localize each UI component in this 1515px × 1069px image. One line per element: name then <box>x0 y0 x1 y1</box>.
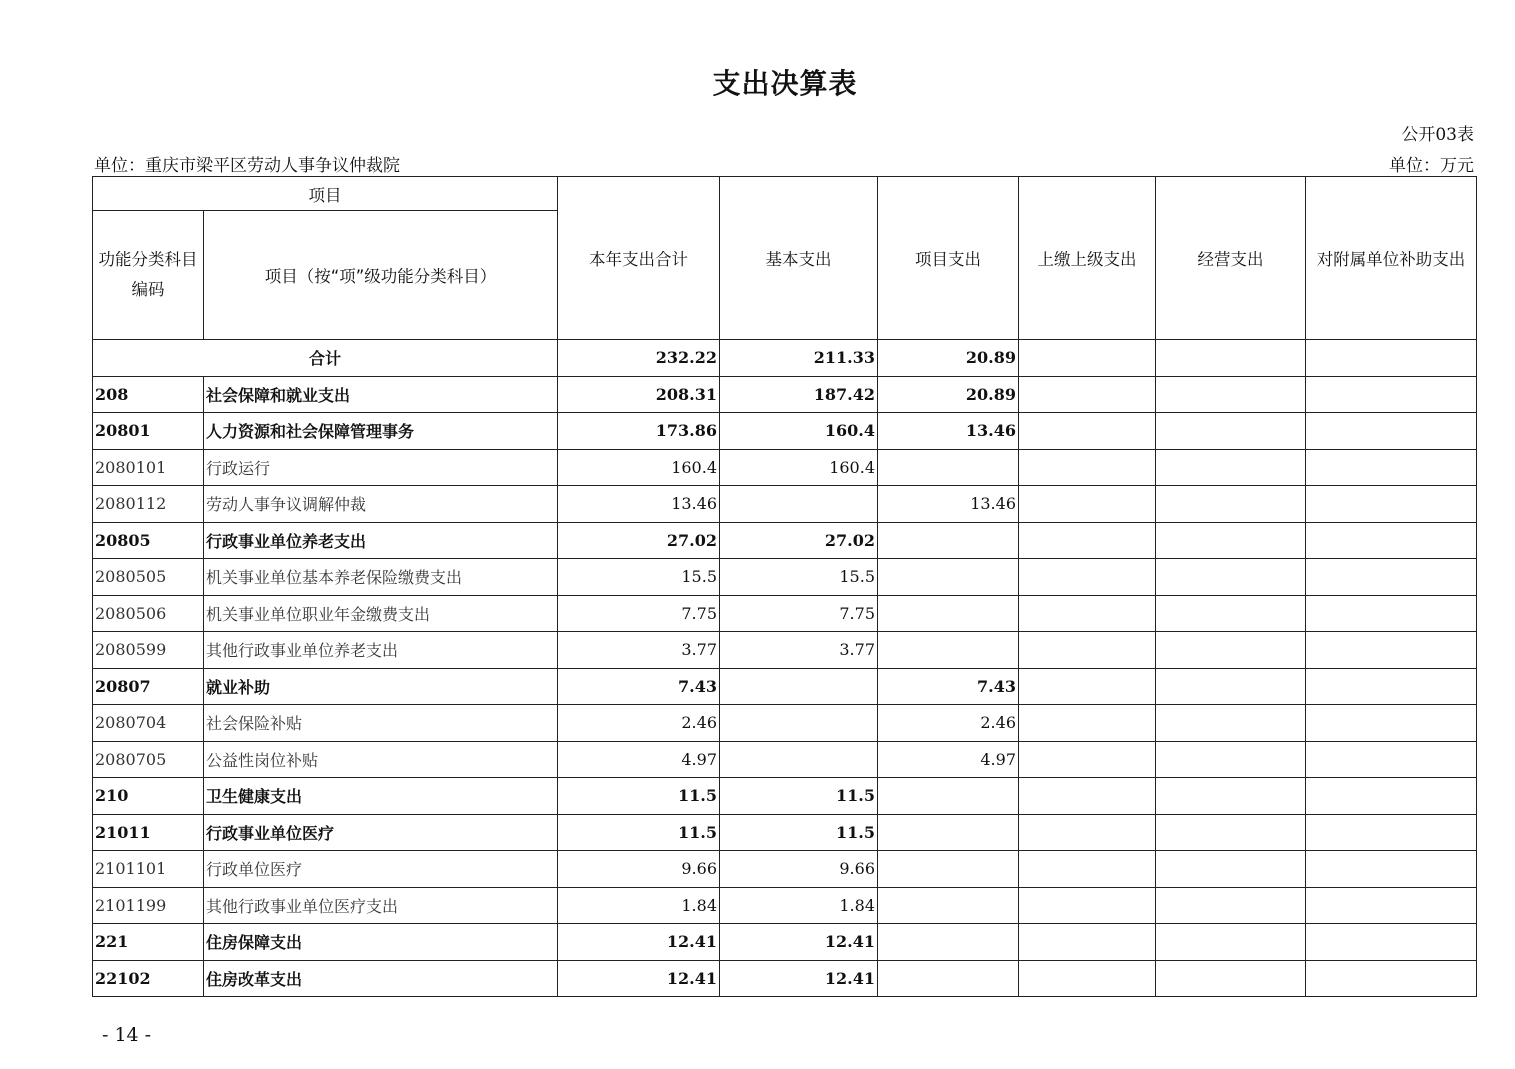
row-name: 就业补助 <box>204 668 558 705</box>
row-name: 社会保障和就业支出 <box>204 376 558 413</box>
row-project: 2.46 <box>878 705 1019 742</box>
currency-unit: 单位：万元 <box>1389 156 1474 176</box>
table-row <box>93 413 1477 450</box>
row-name: 行政事业单位医疗 <box>204 814 558 851</box>
table-row <box>93 741 1477 778</box>
row-upper <box>1019 376 1156 413</box>
row-basic: 160.4 <box>720 449 878 486</box>
row-project <box>878 814 1019 851</box>
row-total: 173.86 <box>558 413 720 450</box>
row-business <box>1156 741 1306 778</box>
row-code: 20807 <box>93 668 204 705</box>
row-business <box>1156 559 1306 596</box>
row-project <box>878 960 1019 997</box>
row-basic: 160.4 <box>720 413 878 450</box>
row-upper <box>1019 486 1156 523</box>
row-project: 7.43 <box>878 668 1019 705</box>
row-total: 11.5 <box>558 814 720 851</box>
row-code: 2080599 <box>93 632 204 669</box>
row-basic: 7.75 <box>720 595 878 632</box>
row-total: 4.97 <box>558 741 720 778</box>
table-row <box>93 887 1477 924</box>
row-basic: 3.77 <box>720 632 878 669</box>
header-total: 本年支出合计 <box>558 177 720 340</box>
row-code: 2080506 <box>93 595 204 632</box>
row-name: 行政事业单位养老支出 <box>204 522 558 559</box>
table-row <box>93 705 1477 742</box>
row-code: 20805 <box>93 522 204 559</box>
row-total: 1.84 <box>558 887 720 924</box>
row-total: 160.4 <box>558 449 720 486</box>
row-code: 210 <box>93 778 204 815</box>
row-code: 2080505 <box>93 559 204 596</box>
row-name: 劳动人事争议调解仲裁 <box>204 486 558 523</box>
table-row <box>93 376 1477 413</box>
row-upper <box>1019 887 1156 924</box>
row-total: 27.02 <box>558 522 720 559</box>
row-name: 公益性岗位补贴 <box>204 741 558 778</box>
row-subsidy <box>1306 413 1477 450</box>
row-upper <box>1019 413 1156 450</box>
row-upper <box>1019 668 1156 705</box>
row-project <box>878 924 1019 961</box>
row-subsidy <box>1306 924 1477 961</box>
row-project <box>878 449 1019 486</box>
row-project <box>878 632 1019 669</box>
table-row <box>93 522 1477 559</box>
row-total: 13.46 <box>558 486 720 523</box>
row-total: 7.43 <box>558 668 720 705</box>
row-subsidy <box>1306 449 1477 486</box>
header-project-expense: 项目支出 <box>878 177 1019 340</box>
row-subsidy <box>1306 851 1477 888</box>
row-business <box>1156 376 1306 413</box>
header-name: 项目（按“项”级功能分类科目） <box>204 211 558 340</box>
organization-unit: 单位：重庆市梁平区劳动人事争议仲裁院 <box>94 156 400 176</box>
row-basic: 187.42 <box>720 376 878 413</box>
header-project: 项目 <box>93 177 558 211</box>
row-basic: 11.5 <box>720 814 878 851</box>
row-code: 2080112 <box>93 486 204 523</box>
row-code: 2080101 <box>93 449 204 486</box>
row-upper <box>1019 632 1156 669</box>
row-upper <box>1019 778 1156 815</box>
row-project: 13.46 <box>878 413 1019 450</box>
row-name: 住房改革支出 <box>204 960 558 997</box>
row-total: 2.46 <box>558 705 720 742</box>
row-project <box>878 595 1019 632</box>
row-subsidy <box>1306 705 1477 742</box>
page-title: 支出决算表 <box>712 67 858 100</box>
row-upper <box>1019 595 1156 632</box>
row-subsidy <box>1306 668 1477 705</box>
total-project: 20.89 <box>878 340 1019 377</box>
row-upper <box>1019 522 1156 559</box>
row-total: 7.75 <box>558 595 720 632</box>
row-subsidy <box>1306 559 1477 596</box>
row-code: 2101101 <box>93 851 204 888</box>
row-upper <box>1019 851 1156 888</box>
row-basic: 15.5 <box>720 559 878 596</box>
table-row <box>93 960 1477 997</box>
row-business <box>1156 595 1306 632</box>
row-name: 行政单位医疗 <box>204 851 558 888</box>
row-code: 221 <box>93 924 204 961</box>
row-upper <box>1019 741 1156 778</box>
row-upper <box>1019 705 1156 742</box>
row-code: 21011 <box>93 814 204 851</box>
row-business <box>1156 851 1306 888</box>
row-total: 15.5 <box>558 559 720 596</box>
row-code: 22102 <box>93 960 204 997</box>
table-row <box>93 449 1477 486</box>
row-code: 2101199 <box>93 887 204 924</box>
row-name: 卫生健康支出 <box>204 778 558 815</box>
row-project <box>878 778 1019 815</box>
row-subsidy <box>1306 632 1477 669</box>
row-subsidy <box>1306 486 1477 523</box>
row-subsidy <box>1306 741 1477 778</box>
row-subsidy <box>1306 595 1477 632</box>
row-total: 9.66 <box>558 851 720 888</box>
row-business <box>1156 778 1306 815</box>
row-total: 12.41 <box>558 924 720 961</box>
row-code: 20801 <box>93 413 204 450</box>
table-row <box>93 632 1477 669</box>
row-subsidy <box>1306 960 1477 997</box>
row-basic: 1.84 <box>720 887 878 924</box>
row-total: 12.41 <box>558 960 720 997</box>
row-total: 11.5 <box>558 778 720 815</box>
row-project: 20.89 <box>878 376 1019 413</box>
row-name: 其他行政事业单位医疗支出 <box>204 887 558 924</box>
row-subsidy <box>1306 814 1477 851</box>
table-row <box>93 924 1477 961</box>
row-name: 住房保障支出 <box>204 924 558 961</box>
row-basic: 9.66 <box>720 851 878 888</box>
row-project <box>878 887 1019 924</box>
row-code: 2080705 <box>93 741 204 778</box>
total-basic: 211.33 <box>720 340 878 377</box>
row-code: 2080704 <box>93 705 204 742</box>
row-business <box>1156 705 1306 742</box>
row-business <box>1156 413 1306 450</box>
row-subsidy <box>1306 778 1477 815</box>
table-row <box>93 778 1477 815</box>
total-row <box>93 340 1477 377</box>
table-row <box>93 486 1477 523</box>
row-business <box>1156 449 1306 486</box>
row-code: 208 <box>93 376 204 413</box>
row-business <box>1156 887 1306 924</box>
row-basic: 12.41 <box>720 960 878 997</box>
total-sum: 232.22 <box>558 340 720 377</box>
header-basic: 基本支出 <box>720 177 878 340</box>
row-business <box>1156 522 1306 559</box>
row-basic: 11.5 <box>720 778 878 815</box>
row-name: 行政运行 <box>204 449 558 486</box>
total-business <box>1156 340 1306 377</box>
row-subsidy <box>1306 522 1477 559</box>
row-upper <box>1019 960 1156 997</box>
row-upper <box>1019 449 1156 486</box>
row-basic <box>720 668 878 705</box>
row-business <box>1156 924 1306 961</box>
table-row <box>93 814 1477 851</box>
row-upper <box>1019 559 1156 596</box>
row-upper <box>1019 924 1156 961</box>
row-name: 机关事业单位基本养老保险缴费支出 <box>204 559 558 596</box>
row-basic: 12.41 <box>720 924 878 961</box>
row-business <box>1156 486 1306 523</box>
row-business <box>1156 960 1306 997</box>
row-total: 3.77 <box>558 632 720 669</box>
expenditure-table <box>92 176 1477 997</box>
row-subsidy <box>1306 887 1477 924</box>
row-name: 其他行政事业单位养老支出 <box>204 632 558 669</box>
form-number: 公开03表 <box>1401 125 1474 145</box>
row-project <box>878 559 1019 596</box>
table-row <box>93 668 1477 705</box>
table-row <box>93 851 1477 888</box>
header-upper: 上缴上级支出 <box>1019 177 1156 340</box>
header-code: 功能分类科目编码 <box>93 211 204 340</box>
row-name: 社会保险补贴 <box>204 705 558 742</box>
total-upper <box>1019 340 1156 377</box>
row-project <box>878 522 1019 559</box>
row-upper <box>1019 814 1156 851</box>
table-row <box>93 559 1477 596</box>
row-subsidy <box>1306 376 1477 413</box>
total-label: 合计 <box>93 340 558 377</box>
row-total: 208.31 <box>558 376 720 413</box>
row-basic <box>720 741 878 778</box>
row-business <box>1156 632 1306 669</box>
table-row <box>93 595 1477 632</box>
row-business <box>1156 668 1306 705</box>
row-business <box>1156 814 1306 851</box>
row-project <box>878 851 1019 888</box>
header-business: 经营支出 <box>1156 177 1306 340</box>
row-basic: 27.02 <box>720 522 878 559</box>
row-name: 机关事业单位职业年金缴费支出 <box>204 595 558 632</box>
row-project: 13.46 <box>878 486 1019 523</box>
row-basic <box>720 486 878 523</box>
row-basic <box>720 705 878 742</box>
page-number: - 14 - <box>102 1024 152 1046</box>
header-subsidy: 对附属单位补助支出 <box>1306 177 1477 340</box>
row-project: 4.97 <box>878 741 1019 778</box>
row-name: 人力资源和社会保障管理事务 <box>204 413 558 450</box>
total-subsidy <box>1306 340 1477 377</box>
